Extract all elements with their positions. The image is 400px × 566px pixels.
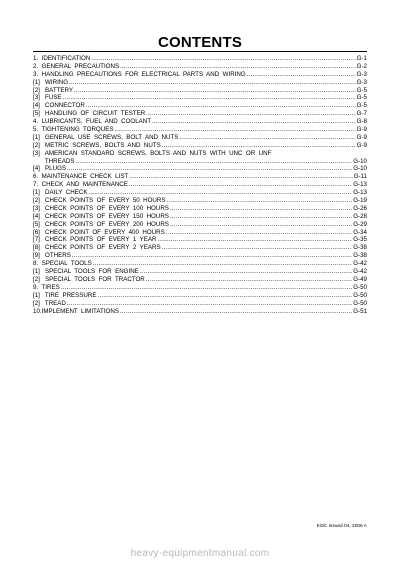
dot-leader [170, 221, 352, 229]
toc-entry-title: [1] WIRING [33, 78, 69, 86]
toc-entry-title: [4] CHECK POINTS OF EVERY 150 HOURS [33, 212, 169, 220]
dot-leader [167, 197, 353, 205]
toc-entry-title: [2] METRIC SCREWS, BOLTS AND NUTS [33, 141, 161, 149]
toc-entry[interactable] [33, 173, 367, 181]
toc-entry-title: 5. TIGHTENING TORQUES [33, 126, 114, 134]
toc-entry[interactable] [33, 268, 367, 276]
dot-leader [74, 87, 356, 95]
toc-entry[interactable] [33, 252, 367, 260]
toc-entry-title: [1] DAILY CHECK [33, 189, 88, 197]
toc-entry[interactable] [33, 110, 367, 118]
toc-entry-page: G-38 [353, 252, 367, 260]
toc-entry[interactable] [33, 221, 367, 229]
toc-entry-title: [8] CHECK POINTS OF EVERY 2 YEARS [33, 244, 161, 252]
title-underline [33, 51, 367, 52]
toc-entry[interactable] [33, 276, 367, 284]
toc-entry[interactable] [33, 300, 367, 308]
toc-entry[interactable] [33, 102, 367, 110]
toc-entry-page: G-50 [353, 283, 367, 291]
toc-entry-title: 4. LUBRICANTS, FUEL AND COOLANT [33, 118, 152, 126]
dot-leader [76, 158, 353, 166]
toc-entry-title: 6. MAINTENANCE CHECK LIST [33, 173, 129, 181]
toc-entry-page: G-49 [353, 275, 367, 283]
toc-entry-title: 1. IDENTIFICATION [33, 55, 91, 62]
toc-entry-page: G-5 [356, 86, 367, 94]
toc-entry-page: G-9 [356, 126, 367, 134]
dot-leader [72, 252, 352, 260]
dot-leader [67, 300, 352, 308]
toc-entry-page: G-19 [353, 197, 367, 205]
page-title: CONTENTS [157, 34, 243, 51]
dot-leader [129, 173, 352, 181]
toc-entry-page: G-5 [356, 94, 367, 102]
dot-leader [88, 189, 352, 197]
dot-leader [114, 126, 355, 134]
toc-entry-title: [3] CHECK POINTS OF EVERY 100 HOURS [33, 204, 169, 212]
toc-entry-page: G-2 [356, 62, 367, 70]
toc-entry-title: 10.IMPLEMENT LIMITATIONS [33, 307, 119, 315]
toc-entry-title: [2] SPECIAL TOOLS FOR TRACTOR [33, 275, 145, 283]
dot-leader [120, 63, 356, 71]
toc-entry-title: [1] SPECIAL TOOLS FOR ENGINE [33, 268, 139, 276]
dot-leader [166, 229, 353, 237]
dot-leader [86, 102, 356, 110]
toc-entry-title: 3. HANDLING PRECAUTIONS FOR ELECTRICAL PARTS AND WIRING [33, 70, 246, 78]
toc-entry-page: G-3 [356, 70, 367, 78]
toc-entry[interactable] [33, 236, 367, 244]
toc-entry-page: G-1 [356, 55, 367, 62]
toc-entry[interactable] [33, 63, 367, 71]
toc-entry[interactable] [33, 260, 367, 268]
toc-entry-page: G-50 [353, 299, 367, 307]
issue-note: KiSC issued 04, 2006 A [316, 524, 367, 529]
toc-entry-page: G-26 [353, 204, 367, 212]
toc-entry-page: G-3 [356, 78, 367, 86]
toc-entry-page: G-7 [356, 110, 367, 118]
toc-entry-title: THREADS [33, 157, 75, 165]
toc-entry-title: [5] HANDLING OF CIRCUIT TESTER [33, 110, 146, 118]
dot-leader [162, 244, 353, 252]
toc-entry-title: [5] CHECK POINTS OF EVERY 200 HOURS [33, 220, 169, 228]
toc-entry-page: G-29 [353, 220, 367, 228]
toc-entry-title: [7] CHECK POINTS OF EVERY 1 YEAR [33, 236, 157, 244]
toc-entry-title: [4] PLUGS [33, 165, 67, 173]
table-of-contents [33, 55, 367, 315]
dot-leader [98, 292, 353, 300]
toc-entry-page: G-10 [353, 157, 367, 165]
toc-entry[interactable] [33, 165, 367, 173]
dot-leader [170, 205, 352, 213]
toc-entry[interactable] [33, 197, 367, 205]
toc-entry[interactable] [33, 284, 367, 292]
toc-entry-page: G-13 [353, 189, 367, 197]
dot-leader [170, 213, 352, 221]
toc-entry[interactable] [33, 229, 367, 237]
toc-entry[interactable] [33, 134, 367, 142]
dot-leader [146, 110, 355, 118]
dot-leader [63, 94, 356, 102]
toc-entry[interactable] [33, 181, 367, 189]
toc-entry-title: [2] CHECK POINTS OF EVERY 50 HOURS [33, 197, 166, 205]
toc-entry-title: [2] BATTERY [33, 86, 74, 94]
toc-entry-title: 2. GENERAL PRECAUTIONS [33, 62, 120, 70]
dot-leader [93, 260, 353, 268]
toc-entry[interactable] [33, 118, 367, 126]
dot-leader [129, 181, 352, 189]
toc-entry-page: G-28 [353, 212, 367, 220]
toc-entry[interactable] [33, 292, 367, 300]
toc-entry[interactable] [33, 94, 367, 102]
toc-entry-page: G-51 [353, 307, 367, 315]
toc-entry-title: [3] AMERICAN STANDARD SCREWS, BOLTS AND NUTS WITH UNC OR UNF [33, 149, 272, 157]
toc-entry-title: [1] TIRE PRESSURE [33, 291, 97, 299]
toc-entry-title: 9. TIRES [33, 283, 60, 291]
toc-entry[interactable] [33, 308, 367, 316]
toc-entry-page: G-13 [353, 181, 367, 189]
dot-leader [146, 276, 352, 284]
dot-leader [157, 236, 352, 244]
toc-entry[interactable] [33, 213, 367, 221]
toc-entry-page: G-11 [353, 173, 367, 181]
toc-entry-page: G-5 [356, 102, 367, 110]
toc-entry[interactable] [33, 126, 367, 134]
toc-entry[interactable] [33, 87, 367, 95]
toc-entry[interactable] [33, 205, 367, 213]
toc-entry-page: G-42 [353, 260, 367, 268]
toc-entry-page: G-38 [353, 244, 367, 252]
toc-entry-page: G-9 [356, 133, 367, 141]
dot-leader [162, 142, 356, 150]
toc-entry[interactable] [33, 189, 367, 197]
toc-entry-title: [6] CHECK POINT OF EVERY 400 HOURS [33, 228, 165, 236]
toc-entry-page: G-34 [353, 228, 367, 236]
toc-entry[interactable] [33, 158, 367, 166]
dot-leader [179, 134, 355, 142]
dot-leader [152, 118, 356, 126]
toc-entry-page: G-10 [353, 165, 367, 173]
toc-entry-page: G-42 [353, 268, 367, 276]
toc-entry-page: G-8 [356, 118, 367, 126]
dot-leader [61, 284, 353, 292]
toc-entry[interactable] [33, 150, 367, 158]
dot-leader [67, 165, 352, 173]
toc-entry-title: [2] TREAD [33, 299, 66, 307]
toc-entry-title: [3] FUSE [33, 94, 62, 102]
toc-entry[interactable] [33, 142, 367, 150]
dot-leader [247, 71, 356, 79]
toc-entry-title: [4] CONNECTOR [33, 102, 85, 110]
toc-entry[interactable] [33, 55, 367, 63]
dot-leader [91, 55, 355, 63]
toc-entry-title: 7. CHECK AND MAINTENANCE [33, 181, 128, 189]
dot-leader [69, 79, 356, 87]
dot-leader [140, 268, 352, 276]
dot-leader [120, 308, 352, 316]
toc-entry[interactable] [33, 71, 367, 79]
toc-entry[interactable] [33, 79, 367, 87]
toc-entry-title: [9] OTHERS [33, 252, 71, 260]
toc-entry-page: G-50 [353, 291, 367, 299]
toc-entry-title: 8. SPECIAL TOOLS [33, 260, 92, 268]
toc-entry[interactable] [33, 244, 367, 252]
toc-entry-page: G-9 [356, 141, 367, 149]
watermark: heavy-equipmentmanual.com [130, 548, 270, 559]
toc-entry-page: G-35 [353, 236, 367, 244]
toc-entry-title: [1] GENERAL USE SCREWS, BOLT AND NUTS [33, 133, 179, 141]
